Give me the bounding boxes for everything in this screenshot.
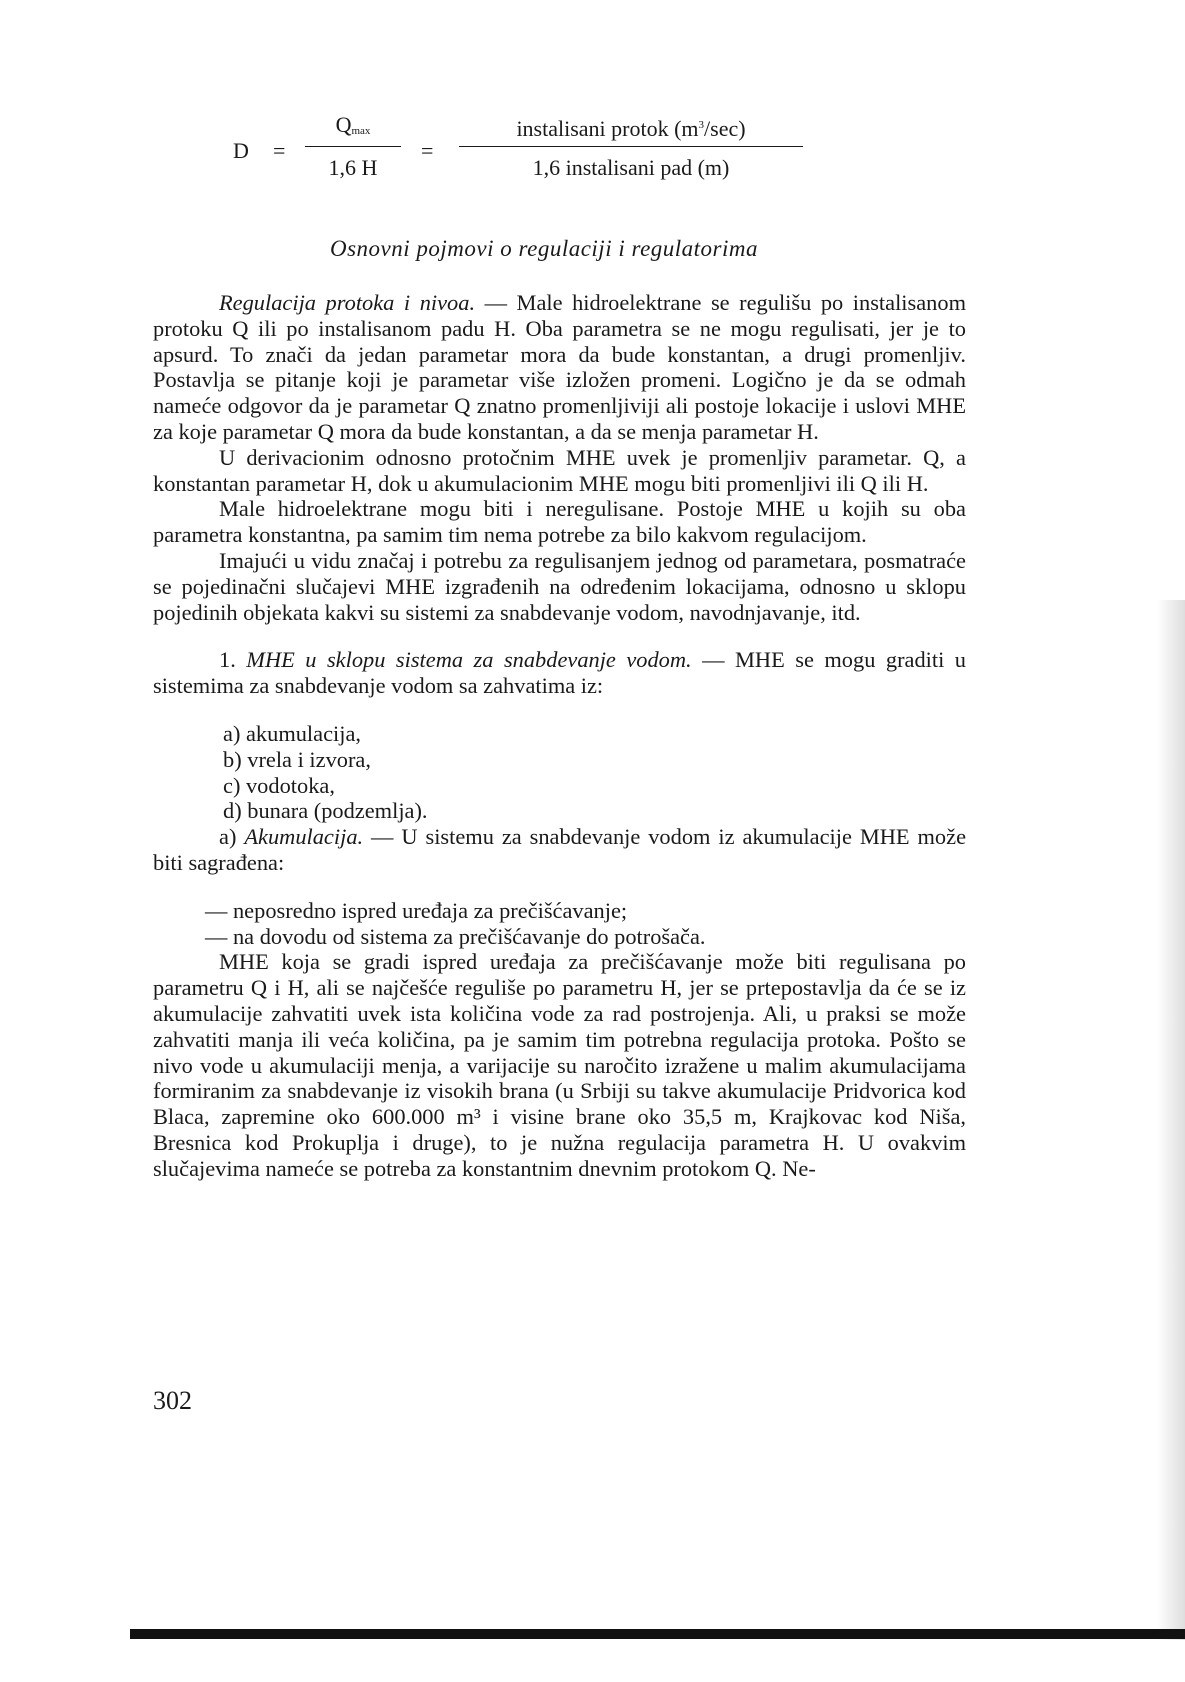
formula-fraction-1-denominator: 1,6 H <box>328 155 378 180</box>
formula-equals-1: = <box>273 138 286 163</box>
list-item: d) bunara (podzemlja). <box>223 798 428 824</box>
section-title: Osnovni pojmovi o regulaciji i regulatorima <box>330 236 759 261</box>
formula-fraction-2 <box>459 108 803 183</box>
page-number: 302 <box>153 1386 192 1415</box>
fraction-bar <box>459 146 803 147</box>
list-item: — na dovodu od sistema za prečišćavanje do potrošača. <box>205 923 706 949</box>
paragraph: 1. MHE u sklopu sistema za snabdevanje vodom. — MHE se mogu graditi u sistemima za snabdevanje vodom sa zahvatima iz: <box>153 647 967 699</box>
list-item: — neposredno ispred uređaja za prečišćavanje; <box>205 897 628 923</box>
paragraph: MHE koja se gradi ispred uređaja za prečišćavanje može biti regulisana po parametru Q i H, ali se najčešće reguliše po parametru H, jer se prtepostavlja da će se iz akumulacije zahvatiti uvek ista količina vode za rad postrojenja. Ali, u praksi se može zahvatiti manja ili veća količina, pa je samim tim potrebna regulacija protoka. Pošto se nivo vode u akumulaciji menja, a varijacije su naročito izražene u malim akumulacijama formiranim za snabdevanje iz visokih brana (u Srbiji su takve akumulacije Pridvorica kod Blaca, zapremine oko 600.000 m³ i visine brane oko 35,5 m, Krajkovac kod Niša, Bresnica kod Prokuplja i druge), to je nužna regulacija parametra H. U ovakvim slučajevima nameće se potreba za konstantnim dnevnim protokom Q. Ne- <box>153 949 966 1181</box>
formula-equals-2: = <box>421 138 434 163</box>
formula-fraction-2-numerator: instalisani protok $(m^3/\sec)$ <box>516 116 746 141</box>
paragraph: a) Akumulacija. — U sistemu za snabdevanje vodom iz akumulacije MHE može biti sagrađena: <box>153 824 967 875</box>
paragraph-lead: Regulacija protoka i nivoa. <box>219 290 476 315</box>
body-text <box>153 290 966 1182</box>
paragraph: Regulacija protoka i nivoa. — Male hidroelektrane se regulišu po instalisanom protoku Q ili po instalisanom padu H. Oba parametra se ne mogu regulisati, jer je to apsurd. To znači da jedan parametar mora da bude konstantan, a drugi promenljiv. Postavlja se pitanje koji je parametar više izložen promeni. Logično je da se odmah nameće odgovor da je parametar Q znatno promenljiviji ali postoje lokacije i uslovi MHE za koje parametar Q mora da bude konstantan, a da se menja parametar H. <box>153 290 966 444</box>
formula-fraction-1 <box>305 108 401 183</box>
list <box>223 721 966 824</box>
formula-fraction-1-numerator: $Q_{max}$ <box>335 112 371 137</box>
list-item: b) vrela i izvora, <box>223 746 371 772</box>
formula-lhs: D <box>233 138 249 163</box>
paragraph: U derivacionim odnosno protočnim MHE uvek je promenljiv parametar. Q, a konstantan parametar H, dok u akumulacionim MHE mogu biti promenljivi ili Q ili H. <box>153 444 966 496</box>
paragraph-lead: MHE u sklopu sistema za snabdevanje vodom. <box>246 647 692 673</box>
formula-fraction-2-denominator: 1,6 instalisani pad (m) <box>532 155 730 180</box>
scan-bottom-border <box>130 1629 1185 1639</box>
paragraph: Imajući u vidu značaj i potrebu za regulisanjem jednog od parametara, posmatraće se pojedinačni slučajevi MHE izgrađenih na određenim lokacijama, odnosno u sklopu pojedinih objekata kakvi su sistemi za snabdevanje vodom, navodnjavanje, itd. <box>153 547 966 625</box>
paragraph: Male hidroelektrane mogu biti i neregulisane. Postoje MHE u kojih su oba parametra konstantna, pa samim tim nema potrebe za bilo kakvom regulacijom. <box>153 496 966 548</box>
paragraph-lead: Akumulacija. <box>244 824 364 850</box>
dash-list <box>205 898 966 950</box>
scan-edge-shadow <box>1157 600 1185 1640</box>
list-item: a) akumulacija, <box>223 720 362 746</box>
fraction-bar <box>305 146 401 147</box>
formula <box>233 108 833 198</box>
list-item: c) vodotoka, <box>223 772 335 798</box>
